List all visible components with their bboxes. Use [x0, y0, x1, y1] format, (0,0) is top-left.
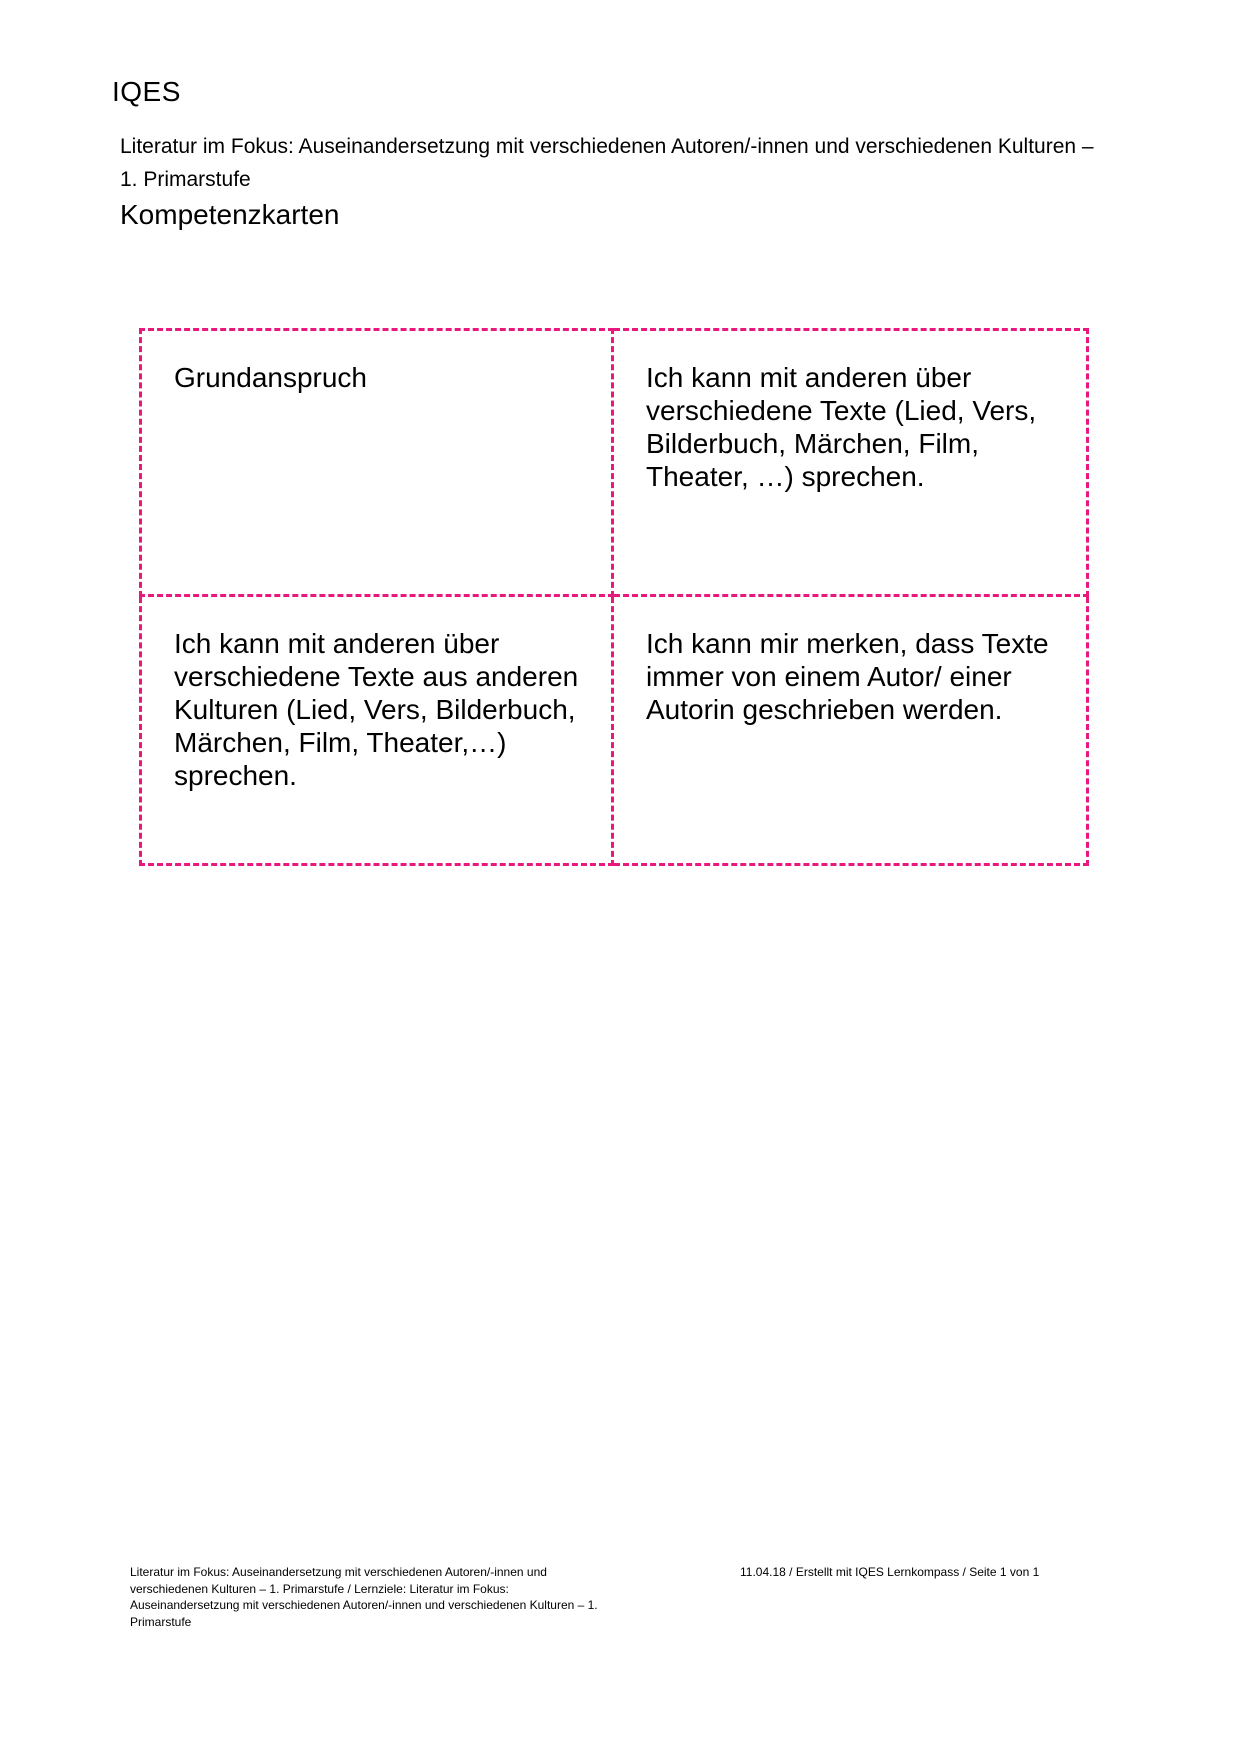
footer-page-info: 11.04.18 / Erstellt mit IQES Lernkompass / Seite 1 von 1 [740, 1565, 1040, 1579]
brand-name: IQES [112, 76, 181, 107]
footer-document-info: Literatur im Fokus: Auseinandersetzung mit verschiedenen Autoren/-innen und verschiedenen Kulturen – 1. Primarstufe / Lernziele: Literatur im Fokus: Auseinandersetzung mit verschiedenen Autoren/-innen und verschiedenen Kulturen – 1. Primarstufe [130, 1565, 598, 1629]
competence-card-1: Ich kann mit anderen über verschiedene Texte (Lied, Vers, Bilderbuch, Märchen, Film, Theater, …) sprechen. [614, 328, 1089, 597]
competence-card-2: Ich kann mit anderen über verschiedene Texte aus anderen Kulturen (Lied, Vers, Bilderbuch, Märchen, Film, Theater,…) sprechen. [139, 597, 614, 866]
competence-card-grid [139, 328, 1089, 866]
document-heading: Kompetenzkarten [120, 199, 340, 230]
document-subtitle: Literatur im Fokus: Auseinandersetzung mit verschiedenen Autoren/-innen und verschiedenen Kulturen – 1. Primarstufe [120, 135, 1094, 191]
card-level-label: Grundanspruch [139, 328, 614, 597]
competence-card-3: Ich kann mir merken, dass Texte immer von einem Autor/ einer Autorin geschrieben werden. [614, 597, 1089, 866]
